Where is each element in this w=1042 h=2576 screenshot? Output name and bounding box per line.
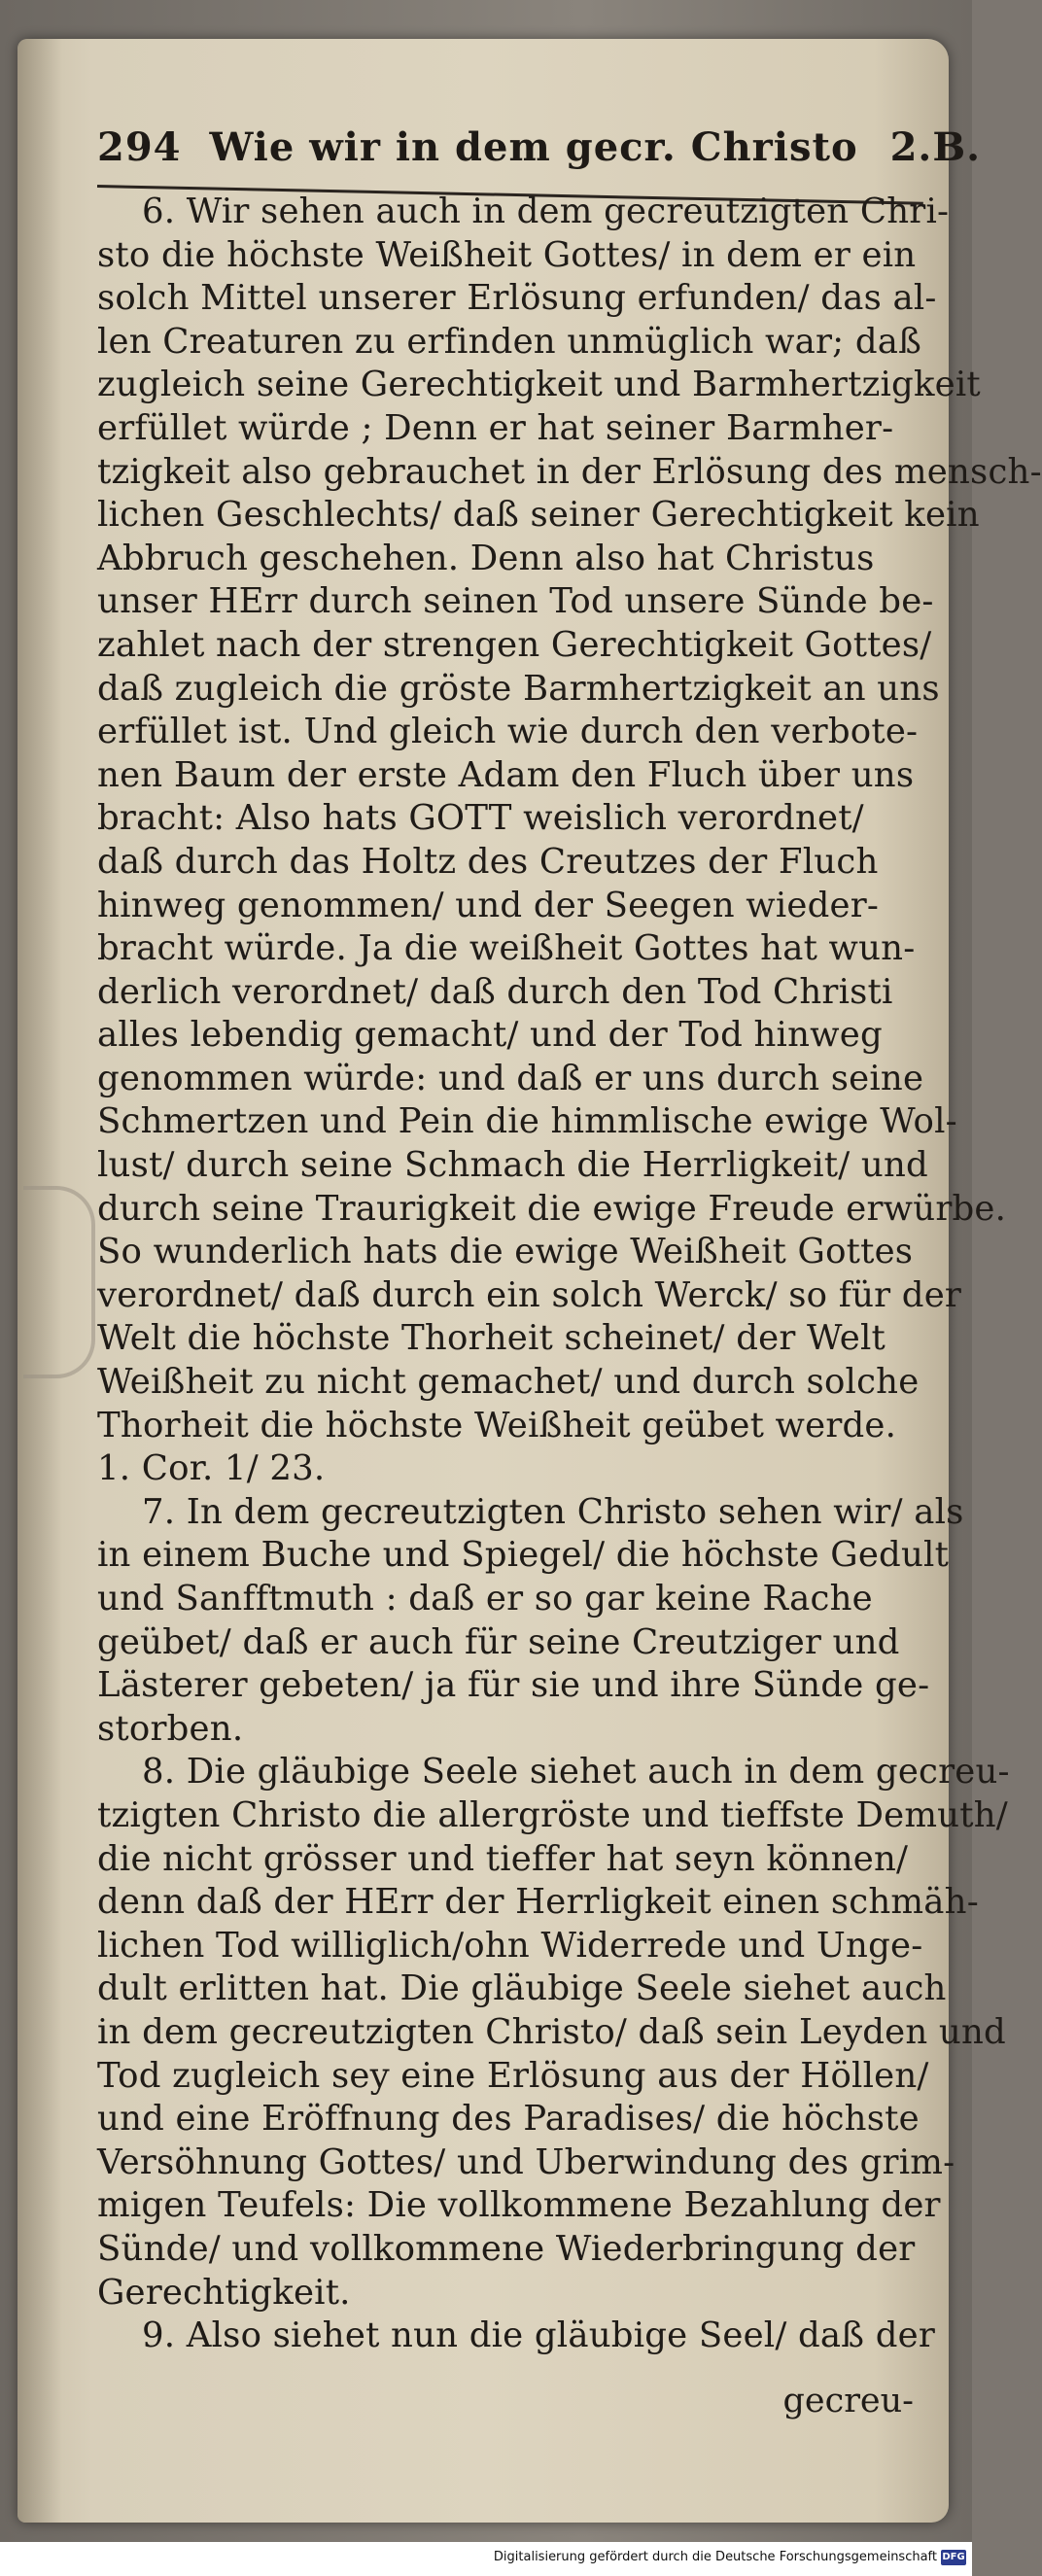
text-line: daß durch das Holtz des Creutzes der Fluch xyxy=(97,841,879,882)
text-line: in dem gecreutzigten Christo/ daß sein Leyden und xyxy=(97,2011,1006,2052)
text-line: lust/ durch seine Schmach die Herrligkeit/ und xyxy=(97,1145,928,1186)
running-title: Wie wir in dem gecr. Christo xyxy=(209,124,858,170)
text-line: genommen würde: und daß er uns durch seine xyxy=(97,1058,924,1098)
text-line: sto die höchste Weißheit Gottes/ in dem er ein xyxy=(97,234,917,275)
text-line: hinweg genommen/ und der Seegen wieder- xyxy=(97,885,880,925)
text-line: unser HErr durch seinen Tod unsere Sünde be- xyxy=(97,581,934,622)
text-line: storben. xyxy=(97,1708,244,1749)
page-clip-mark xyxy=(23,1186,95,1378)
text-line: zahlet nach der strengen Gerechtigkeit Gottes/ xyxy=(97,624,932,665)
text-line: erfüllet ist. Und gleich wie durch den verbote- xyxy=(97,712,919,752)
text-line: len Creaturen zu erfinden unmüglich war; daß xyxy=(97,321,922,362)
text-line: lichen Tod williglich/ohn Widerrede und Unge- xyxy=(97,1925,923,1966)
text-line: 6. Wir sehen auch in dem gecreutzigten Chri- xyxy=(142,191,950,231)
text-line: in einem Buche und Spiegel/ die höchste Gedult xyxy=(97,1535,950,1576)
text-line: und Sanfftmuth : daß er so gar keine Rache xyxy=(97,1579,873,1619)
text-line: Schmertzen und Pein die himmlische ewige Wol- xyxy=(97,1101,957,1142)
text-line: zugleich seine Gerechtigkeit und Barmhertzigkeit xyxy=(97,365,981,405)
text-line: Thorheit die höchste Weißheit geübet werde. xyxy=(97,1405,897,1445)
body-text xyxy=(97,191,1042,2358)
text-line: Versöhnung Gottes/ und Uberwindung des grim- xyxy=(97,2141,955,2182)
text-line: Sünde/ und vollkommene Wiederbringung der xyxy=(97,2228,916,2269)
text-line: 9. Also siehet nun die gläubige Seel/ daß der xyxy=(142,2315,936,2356)
page-number: 294 xyxy=(97,124,182,170)
footer-bar xyxy=(0,2542,972,2576)
text-line: Welt die höchste Thorheit scheinet/ der Welt xyxy=(97,1318,886,1359)
text-line: dult erlitten hat. Die gläubige Seele siehet auch xyxy=(97,1968,947,2009)
text-line: geübet/ daß er auch für seine Creutziger und xyxy=(97,1621,900,1662)
text-line: daß zugleich die gröste Barmhertzigkeit an uns xyxy=(97,668,940,709)
text-line: tzigkeit also gebrauchet in der Erlösung des mensch- xyxy=(97,451,1042,492)
text-line: denn daß der HErr der Herrligkeit einen schmäh- xyxy=(97,1882,979,1923)
text-line: lichen Geschlechts/ daß seiner Gerechtigkeit kein xyxy=(97,495,980,536)
text-line: 7. In dem gecreutzigten Christo sehen wir/ als xyxy=(142,1491,964,1532)
text-line: Gerechtigkeit. xyxy=(97,2272,351,2313)
funding-note: Digitalisierung gefördert durch die Deutsche Forschungsgemeinschaft xyxy=(493,2550,937,2564)
text-line: Lästerer gebeten/ ja für sie und ihre Sünde ge- xyxy=(97,1665,930,1706)
text-line: und eine Eröffnung des Paradises/ die höchste xyxy=(97,2099,920,2140)
text-line: 8. Die gläubige Seele siehet auch in dem gecreu- xyxy=(142,1752,1010,1793)
text-line: durch seine Traurigkeit die ewige Freude erwürbe. xyxy=(97,1188,1007,1229)
text-line: Weißheit zu nicht gemachet/ und durch solche xyxy=(97,1362,920,1403)
section-signature: 2.B. xyxy=(889,124,982,170)
text-line: nen Baum der erste Adam den Fluch über uns xyxy=(97,754,915,795)
text-line: erfüllet würde ; Denn er hat seiner Barmher- xyxy=(97,407,894,448)
catchword: gecreu- xyxy=(782,2382,914,2420)
text-line: tzigten Christo die allergröste und tieffste Demuth/ xyxy=(97,1794,1008,1835)
text-line: verordnet/ daß durch ein solch Werck/ so für der xyxy=(97,1274,962,1315)
text-line: bracht: Also hats GOTT weislich verordnet/ xyxy=(97,798,864,839)
text-line: migen Teufels: Die vollkommene Bezahlung der xyxy=(97,2185,941,2226)
text-line: Abbruch geschehen. Denn also hat Christus xyxy=(97,538,875,578)
dfg-logo: DFG xyxy=(941,2550,966,2565)
text-line: alles lebendig gemacht/ und der Tod hinweg xyxy=(97,1015,883,1056)
text-line: die nicht grösser und tieffer hat seyn können/ xyxy=(97,1838,909,1879)
text-line: Tod zugleich sey eine Erlösung aus der Höllen/ xyxy=(97,2055,929,2096)
text-line: 1. Cor. 1/ 23. xyxy=(97,1448,326,1489)
text-line: bracht würde. Ja die weißheit Gottes hat wun- xyxy=(97,928,916,969)
text-line: So wunderlich hats die ewige Weißheit Gottes xyxy=(97,1232,914,1272)
text-line: solch Mittel unserer Erlösung erfunden/ das al- xyxy=(97,278,937,319)
running-header xyxy=(97,124,982,187)
text-line: derlich verordnet/ daß durch den Tod Christi xyxy=(97,971,893,1012)
